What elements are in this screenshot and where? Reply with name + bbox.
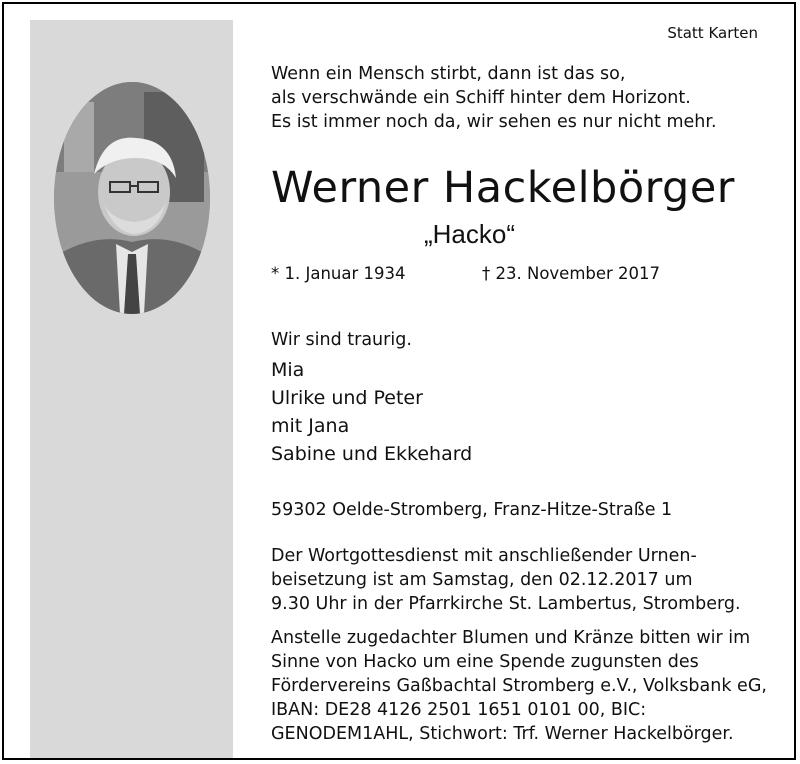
- mourner-name: mit Jana: [271, 415, 350, 437]
- poem: [271, 62, 717, 134]
- donation-line: Sinne von Hacko um eine Spende zugunsten des: [271, 652, 699, 672]
- poem-line: als verschwände ein Schiff hinter dem Horizont.: [271, 88, 691, 108]
- donation-line: Fördervereins Gaßbachtal Stromberg e.V., Volksbank eG,: [271, 676, 767, 696]
- service-line: Der Wortgottesdienst mit anschließender Urnen-: [271, 546, 697, 566]
- deceased-nickname: „Hacko“: [424, 219, 516, 249]
- service-info: [271, 544, 741, 616]
- family-address: 59302 Oelde-Stromberg, Franz-Hitze-Straße 1: [271, 500, 673, 520]
- poem-line: Wenn ein Mensch stirbt, dann ist das so,: [271, 64, 626, 84]
- donation-info: [271, 626, 767, 746]
- donation-line: GENODEM1AHL, Stichwort: Trf. Werner Hackelbörger.: [271, 724, 734, 744]
- mourners-intro: Wir sind traurig.: [271, 330, 412, 350]
- mourner-name: Sabine und Ekkehard: [271, 443, 473, 465]
- donation-line: IBAN: DE28 4126 2501 1651 0101 00, BIC:: [271, 700, 647, 720]
- deceased-name: Werner Hackelbörger: [271, 163, 735, 213]
- donation-line: Anstelle zugedachter Blumen und Kränze bitten wir im: [271, 628, 751, 648]
- poem-line: Es ist immer noch da, wir sehen es nur nicht mehr.: [271, 112, 717, 132]
- mourners-list: [271, 356, 472, 468]
- mourner-name: Ulrike und Peter: [271, 387, 423, 409]
- portrait-photo: [54, 82, 210, 314]
- service-line: beisetzung ist am Samstag, den 02.12.2017 um: [271, 570, 693, 590]
- mourner-name: Mia: [271, 359, 305, 381]
- service-line: 9.30 Uhr in der Pfarrkirche St. Lambertus, Stromberg.: [271, 594, 741, 614]
- death-date: † 23. November 2017: [482, 264, 661, 283]
- birth-date: * 1. Januar 1934: [271, 264, 406, 283]
- portrait-image: [54, 82, 210, 314]
- statt-karten-note: Statt Karten: [667, 24, 758, 42]
